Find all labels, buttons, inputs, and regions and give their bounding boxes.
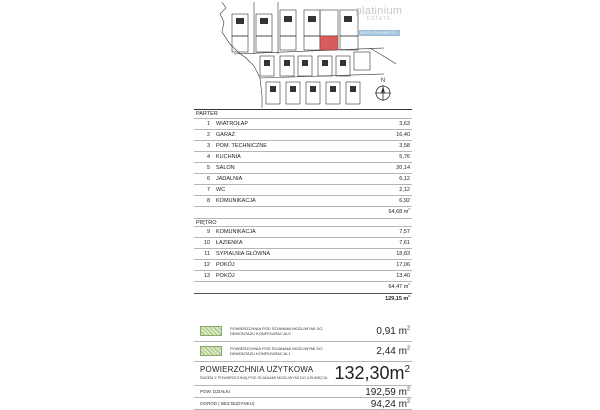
garden-area-value: 94,24 $m^2$ [370, 398, 410, 410]
room-row [194, 130, 412, 141]
room-row [194, 260, 412, 271]
usable-area-title: POWIERZCHNIA UŻYTKOWA [200, 365, 314, 374]
room-row [194, 238, 412, 249]
compass-icon [374, 84, 392, 102]
room-number: 2 [206, 132, 210, 138]
room-row [194, 249, 412, 260]
pietro-subtotal: 64,47 $m^2$ [388, 282, 410, 290]
room-number: 13 [203, 273, 210, 279]
room-row [194, 119, 412, 130]
room-number: 8 [206, 198, 210, 204]
room-number: 3 [206, 143, 210, 149]
room-name: ŁAZIENKA [216, 240, 243, 246]
room-row [194, 141, 412, 152]
hatch-swatch-icon [200, 326, 222, 336]
room-row [194, 185, 412, 196]
room-number: 11 [204, 251, 210, 257]
room-area: 6,12 [399, 176, 410, 182]
usable-area-subtitle: RAZEM Z POWIERZCHNIĄ POD ŚCIANAMI MOŻLIWYMI DO USUNIĘCIA [200, 376, 328, 380]
room-name: POKÓJ [216, 262, 235, 268]
plot-area-row [194, 386, 412, 398]
room-row [194, 227, 412, 238]
room-number: 7 [206, 187, 210, 193]
room-area: 3,58 [399, 143, 410, 149]
room-number: 10 [203, 240, 210, 246]
room-number: 12 [203, 262, 210, 268]
room-area: 7,57 [399, 229, 410, 235]
room-number: 5 [206, 165, 210, 171]
room-area: 16,40 [396, 132, 410, 138]
room-area: 18,83 [396, 251, 410, 257]
garden-area-label: OGRÓD ( BEZ BUDYNKU) [200, 401, 255, 406]
usable-area-row [194, 362, 412, 386]
garden-area-row [194, 398, 412, 410]
watermark-sub: ESTATE [366, 16, 392, 22]
room-name: GARAŻ [216, 132, 235, 138]
note-row [194, 322, 412, 342]
room-name: WC [216, 187, 226, 193]
note-value: 2,44 $m^2$ [376, 345, 410, 357]
room-name: SALON [216, 165, 235, 171]
room-number: 9 [206, 229, 210, 235]
parter-title: PARTER [194, 110, 412, 119]
area-summary [194, 322, 412, 410]
room-number: 6 [206, 176, 210, 182]
plot-area-label: POW. DZIAŁKI [200, 389, 231, 394]
room-area: 13,40 [396, 273, 410, 279]
room-name: KOMUNIKACJA [216, 198, 256, 204]
room-area: 20,14 [396, 165, 410, 171]
room-area-table [194, 109, 412, 304]
room-area: 2,12 [399, 187, 410, 193]
north-label: N [380, 78, 386, 84]
note-text: POWIERZCHNIA POD ŚCIANAMI MOŻLIWYMI DO DEMONTAŻU KONFIGURACJA 1 [230, 346, 323, 356]
room-name: WIATROŁAP [216, 121, 248, 127]
room-name: JADALNIA [216, 176, 243, 182]
room-number: 4 [206, 154, 210, 160]
watermark-name: platinium [355, 5, 403, 17]
plot-area-value: 192,59 $m^2$ [365, 386, 410, 398]
watermark-logo [342, 6, 416, 38]
room-name: POM. TECHNICZNE [216, 143, 267, 149]
pietro-title: PIĘTRO [194, 218, 412, 227]
north-arrow [372, 78, 394, 106]
room-name: SYPIALNIA GŁÓWNA [216, 251, 271, 257]
room-area: 6,92 [399, 198, 410, 204]
note-text: POWIERZCHNIA POD ŚCIANAMI MOŻLIWYMI DO DEMONTAŻU KONFIGURACJA II [230, 326, 323, 336]
note-row [194, 342, 412, 362]
room-row [194, 271, 412, 282]
room-row [194, 152, 412, 163]
note-value: 0,91 $m^2$ [376, 325, 410, 337]
room-number: 1 [206, 121, 210, 127]
room-area: 3,63 [399, 121, 410, 127]
room-name: POKÓJ [216, 273, 235, 279]
pietro-rows [194, 227, 412, 282]
room-name: KUCHNIA [216, 154, 241, 160]
parter-rows [194, 119, 412, 207]
room-area: 17,06 [396, 262, 410, 268]
room-name: KOMUNIKACJA [216, 229, 256, 235]
parter-subtotal: 64,68 $m^2$ [388, 207, 410, 215]
room-row [194, 174, 412, 185]
hatch-swatch-icon [200, 346, 222, 356]
selected-plot-highlight [320, 36, 338, 50]
usable-area-value: $132,30m^2$ [334, 363, 410, 383]
room-area: 7,61 [399, 240, 410, 246]
room-row [194, 196, 412, 207]
room-area: 5,76 [399, 154, 410, 160]
floor-area-sheet [194, 0, 412, 410]
total-area: 129,15 $m^2$ [194, 293, 412, 304]
watermark-tag: NIERUCHOMOŚCI [359, 30, 399, 35]
room-row [194, 163, 412, 174]
